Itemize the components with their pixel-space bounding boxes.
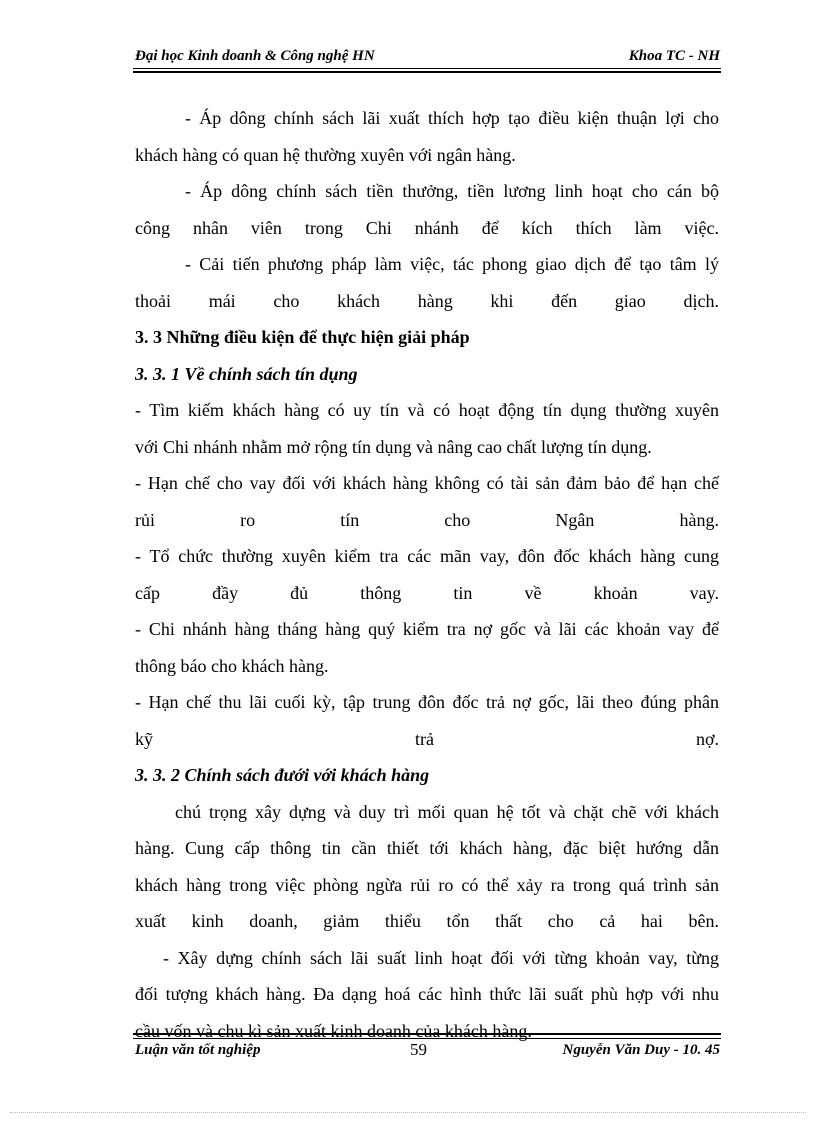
footer-rule-thick: [133, 1033, 721, 1035]
section-heading: 3. 3 Những điều kiện để thực hiện giải pháp: [135, 327, 470, 347]
paragraph-line: đối tượng khách hàng. Đa dạng hoá các hình thức lãi suất phù hợp với nhu: [135, 984, 719, 1004]
subsection-heading: 3. 3. 2 Chính sách đưới với khách hàng: [135, 765, 430, 785]
footer-author: Nguyễn Văn Duy - 10. 45: [562, 1042, 720, 1058]
paragraph-line: xuất kinh doanh, giảm thiểu tổn thất cho cả hai bên.: [135, 911, 719, 931]
paragraph-line: - Áp dông chính sách tiền thưởng, tiền lương linh hoạt cho cán bộ: [185, 181, 719, 201]
paragraph-line: - Tìm kiếm khách hàng có uy tín và có hoạt động tín dụng thường xuyên: [135, 400, 719, 420]
header-university: Đại học Kinh doanh & Công nghệ HN: [135, 48, 375, 64]
footer-rule-thin: [133, 1038, 721, 1039]
paragraph-line: kỹ trả nợ.: [135, 728, 719, 749]
paragraph-line: rủi ro tín cho Ngân hàng.: [135, 509, 719, 530]
paragraph-line: công nhân viên trong Chi nhánh để kích thích làm việc.: [135, 217, 719, 238]
page-header: [135, 48, 720, 65]
paragraph-line: - Áp dông chính sách lãi xuất thích hợp tạo điều kiện thuận lợi cho: [185, 108, 719, 128]
paragraph-line: - Hạn chế thu lãi cuối kỳ, tập trung đôn đốc trả nợ gốc, lãi theo đúng phân: [135, 692, 719, 712]
paragraph-line: thoải mái cho khách hàng khi đến giao dịch.: [135, 290, 719, 311]
page-number: 59: [410, 1040, 427, 1059]
header-rule-thin: [133, 68, 721, 69]
footer-thesis-label: Luận văn tốt nghiệp: [135, 1042, 261, 1058]
paragraph-line: khách hàng trong việc phòng ngừa rủi ro có thể xảy ra trong quá trình sản: [135, 874, 719, 895]
page-body: [135, 100, 719, 1049]
paragraph-line: thông báo cho khách hàng.: [135, 655, 329, 676]
subsection-heading: 3. 3. 1 Về chính sách tín dụng: [135, 363, 358, 384]
paragraph-line: - Cải tiến phương pháp làm việc, tác phong giao dịch để tạo tâm lý: [185, 254, 719, 274]
paragraph-line: - Xây dựng chính sách lãi suất linh hoạt đối với từng khoản vay, từng: [163, 947, 719, 968]
header-rule-thick: [133, 71, 721, 73]
page-bottom-divider: [10, 1112, 806, 1113]
paragraph-line: hàng. Cung cấp thông tin cần thiết tới khách hàng, đặc biệt hướng dẫn: [135, 838, 719, 858]
paragraph-line: chú trọng xây dựng và duy trì mối quan hệ tốt và chặt chẽ với khách: [175, 801, 719, 822]
paragraph-line: - Hạn chế cho vay đối với khách hàng không có tài sản đảm bảo để hạn chế: [135, 473, 719, 493]
paragraph-line: - Chi nhánh hàng tháng hàng quý kiểm tra nợ gốc và lãi các khoản vay để: [135, 619, 719, 639]
paragraph-line: cấp đầy đủ thông tin về khoản vay.: [135, 582, 719, 603]
paragraph-line: khách hàng có quan hệ thường xuyên với ngân hàng.: [135, 144, 516, 165]
header-faculty: Khoa TC - NH: [628, 48, 720, 64]
paragraph-line: - Tổ chức thường xuyên kiểm tra các mãn vay, đôn đốc khách hàng cung: [135, 546, 719, 566]
paragraph-line: cầu vốn và chu kì sản xuất kinh doanh của khách hàng.: [135, 1020, 532, 1041]
paragraph-line: với Chi nhánh nhằm mở rộng tín dụng và nâng cao chất lượng tín dụng.: [135, 436, 652, 457]
